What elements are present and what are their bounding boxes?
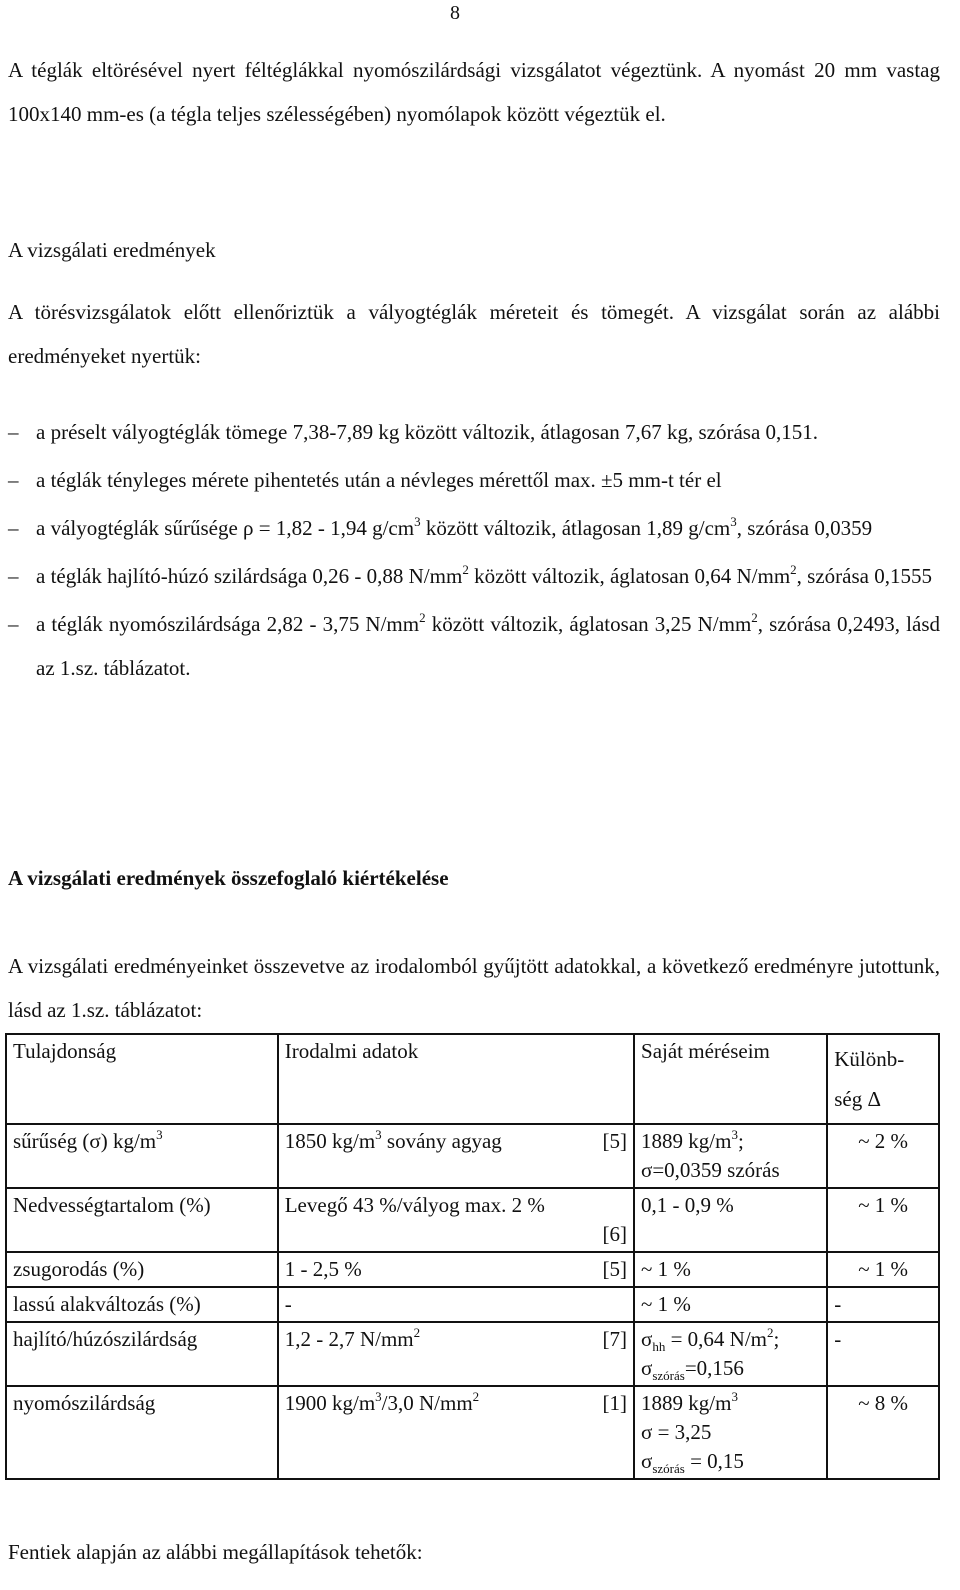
table-header-row <box>6 1034 939 1124</box>
bullet-text: között változik, átlagosan 1,89 g/cm <box>420 516 731 540</box>
list-item <box>8 506 940 550</box>
table-cell: - <box>278 1287 634 1322</box>
bullet-text: , szórása 0,0359 <box>736 516 873 540</box>
cell-text: 1889 kg/m <box>641 1129 732 1153</box>
summary-intro: A vizsgálati eredményeinket összevetve az irodalomból gyűjtött adatokkal, a következő eredményre jutottunk, lásd az 1.sz. táblázatot: <box>8 954 940 1022</box>
subscript: hh <box>652 1339 666 1354</box>
bullet-text: , szórása 0,2493, lásd az 1.sz. táblázatot. <box>36 612 940 680</box>
bullet-dash: – <box>8 564 19 588</box>
reference: [6] <box>602 1222 628 1246</box>
bullet-text: a vályogtéglák sűrűsége ρ = 1,82 - 1,94 g/cm <box>36 516 415 540</box>
cell-text: σ=0,0359 szórás <box>641 1158 780 1182</box>
superscript: 3 <box>731 1127 738 1142</box>
reference: [1] <box>602 1391 628 1415</box>
table-cell: hajlító/húzószilárdság <box>6 1322 278 1386</box>
table-cell: - <box>827 1287 939 1322</box>
subscript: szórás <box>652 1461 685 1476</box>
superscript: 3 <box>156 1127 163 1142</box>
table-cell: ~ 1 % <box>827 1188 939 1252</box>
table-cell: - <box>827 1322 939 1386</box>
reference: [5] <box>602 1129 628 1153</box>
cell-text: = 0,64 N/m <box>665 1327 768 1351</box>
page-number: 8 <box>450 2 460 24</box>
bullet-text: között változik, áglatosan 3,25 N/mm <box>425 612 752 636</box>
bullet-text: a téglák tényleges mérete pihentetés után a névleges mérettől max. ±5 mm-t tér el <box>36 468 722 492</box>
table-row <box>6 1124 939 1188</box>
list-item <box>8 458 940 502</box>
table-header-cell: Irodalmi adatok <box>278 1034 634 1124</box>
intro-paragraph: A téglák eltörésével nyert féltéglákkal nyomószilárdsági vizsgálatot végeztünk. A nyomást 20 mm vastag 100x140 mm-es (a tégla teljes szélességében) nyomólapok között végeztük el. <box>8 58 940 126</box>
table-row <box>6 1188 939 1252</box>
table-cell <box>634 1322 827 1386</box>
bullet-text: a téglák nyomószilárdsága 2,82 - 3,75 N/mm <box>36 612 420 636</box>
table-cell <box>634 1124 827 1188</box>
superscript: 3 <box>731 1389 738 1404</box>
cell-text: sűrűség (σ) kg/m <box>13 1129 157 1153</box>
bullet-dash: – <box>8 468 19 492</box>
results-intro: A törésvizsgálatok előtt ellenőriztük a vályogtéglák méreteit és tömegét. A vizsgálat során az alábbi eredményeket nyertük: <box>8 300 940 368</box>
superscript: 3 <box>730 514 737 529</box>
superscript: 2 <box>419 610 426 625</box>
table-header-cell: Tulajdonság <box>6 1034 278 1124</box>
table-cell: zsugorodás (%) <box>6 1252 278 1287</box>
results-heading: A vizsgálati eredmények <box>8 238 216 262</box>
reference: [5] <box>602 1257 628 1281</box>
footer-text: Fentiek alapján az alábbi megállapítások tehetők: <box>8 1540 423 1564</box>
properties-table <box>5 1033 940 1480</box>
cell-text: = 0,15 <box>684 1449 744 1473</box>
table-cell <box>278 1252 634 1287</box>
list-item <box>8 554 940 598</box>
cell-text: ; <box>737 1129 744 1153</box>
table-cell: Nedvességtartalom (%) <box>6 1188 278 1252</box>
table-cell: ~ 2 % <box>827 1124 939 1188</box>
table-row <box>6 1287 939 1322</box>
list-item <box>8 410 940 454</box>
bullet-text: között változik, áglatosan 0,64 N/mm <box>468 564 791 588</box>
superscript: 2 <box>790 562 797 577</box>
bullet-text: a préselt vályogtéglák tömege 7,38-7,89 kg között változik, átlagosan 7,67 kg, szórása 0,151. <box>36 420 819 444</box>
subscript: szórás <box>652 1368 685 1383</box>
header-part: Különb- <box>834 1047 905 1071</box>
cell-text: σ = 3,25 <box>641 1420 712 1444</box>
superscript: 2 <box>751 610 758 625</box>
bullet-text: , szórása 0,1555 <box>796 564 932 588</box>
bullet-dash: – <box>8 420 19 444</box>
summary-heading: A vizsgálati eredmények összefoglaló kiértékelése <box>8 866 449 890</box>
list-item <box>8 602 940 690</box>
superscript: 2 <box>472 1389 480 1404</box>
cell-text: /3,0 N/mm <box>381 1391 473 1415</box>
cell-text: 1900 kg/m <box>284 1391 376 1415</box>
table-header-cell: Saját méréseim <box>634 1034 827 1124</box>
bullet-text: a téglák hajlító-húzó szilárdsága 0,26 - 0,88 N/mm <box>36 564 463 588</box>
superscript: 2 <box>413 1325 421 1340</box>
table-cell <box>278 1322 634 1386</box>
table-cell: 0,1 - 0,9 % <box>634 1188 827 1252</box>
table-cell <box>278 1386 634 1479</box>
superscript: 3 <box>375 1127 382 1142</box>
cell-text: 1 - 2,5 % <box>284 1257 362 1281</box>
cell-text: 1889 kg/m <box>641 1391 732 1415</box>
superscript: 2 <box>767 1325 774 1340</box>
superscript: 2 <box>462 562 469 577</box>
cell-text: ; <box>773 1327 780 1351</box>
reference: [7] <box>602 1327 628 1351</box>
table-cell: ~ 1 % <box>634 1287 827 1322</box>
sigma-symbol: σ <box>641 1449 653 1473</box>
cell-text: =0,156 <box>684 1356 744 1380</box>
table-cell <box>278 1188 634 1252</box>
superscript: 3 <box>414 514 421 529</box>
table-row <box>6 1322 939 1386</box>
sigma-symbol: σ <box>641 1356 653 1380</box>
results-list <box>8 410 940 694</box>
bullet-dash: – <box>8 516 19 540</box>
table-cell <box>278 1124 634 1188</box>
superscript: 3 <box>375 1389 382 1404</box>
sigma-symbol: σ <box>641 1327 653 1351</box>
table-row <box>6 1252 939 1287</box>
table-header-cell <box>827 1034 939 1124</box>
table-cell: nyomószilárdság <box>6 1386 278 1479</box>
table-cell <box>634 1386 827 1479</box>
table-row <box>6 1386 939 1479</box>
table-cell: ~ 8 % <box>827 1386 939 1479</box>
cell-text: Levegő 43 %/vályog max. 2 % <box>284 1193 545 1217</box>
header-part: ség Δ <box>834 1087 881 1111</box>
table-cell: ~ 1 % <box>634 1252 827 1287</box>
table-cell: lassú alakváltozás (%) <box>6 1287 278 1322</box>
cell-text: 1,2 - 2,7 N/mm <box>284 1327 414 1351</box>
table-cell: ~ 1 % <box>827 1252 939 1287</box>
table-cell <box>6 1124 278 1188</box>
bullet-dash: – <box>8 612 19 636</box>
cell-text: 1850 kg/m <box>284 1129 376 1153</box>
cell-text: sovány agyag <box>381 1129 502 1153</box>
